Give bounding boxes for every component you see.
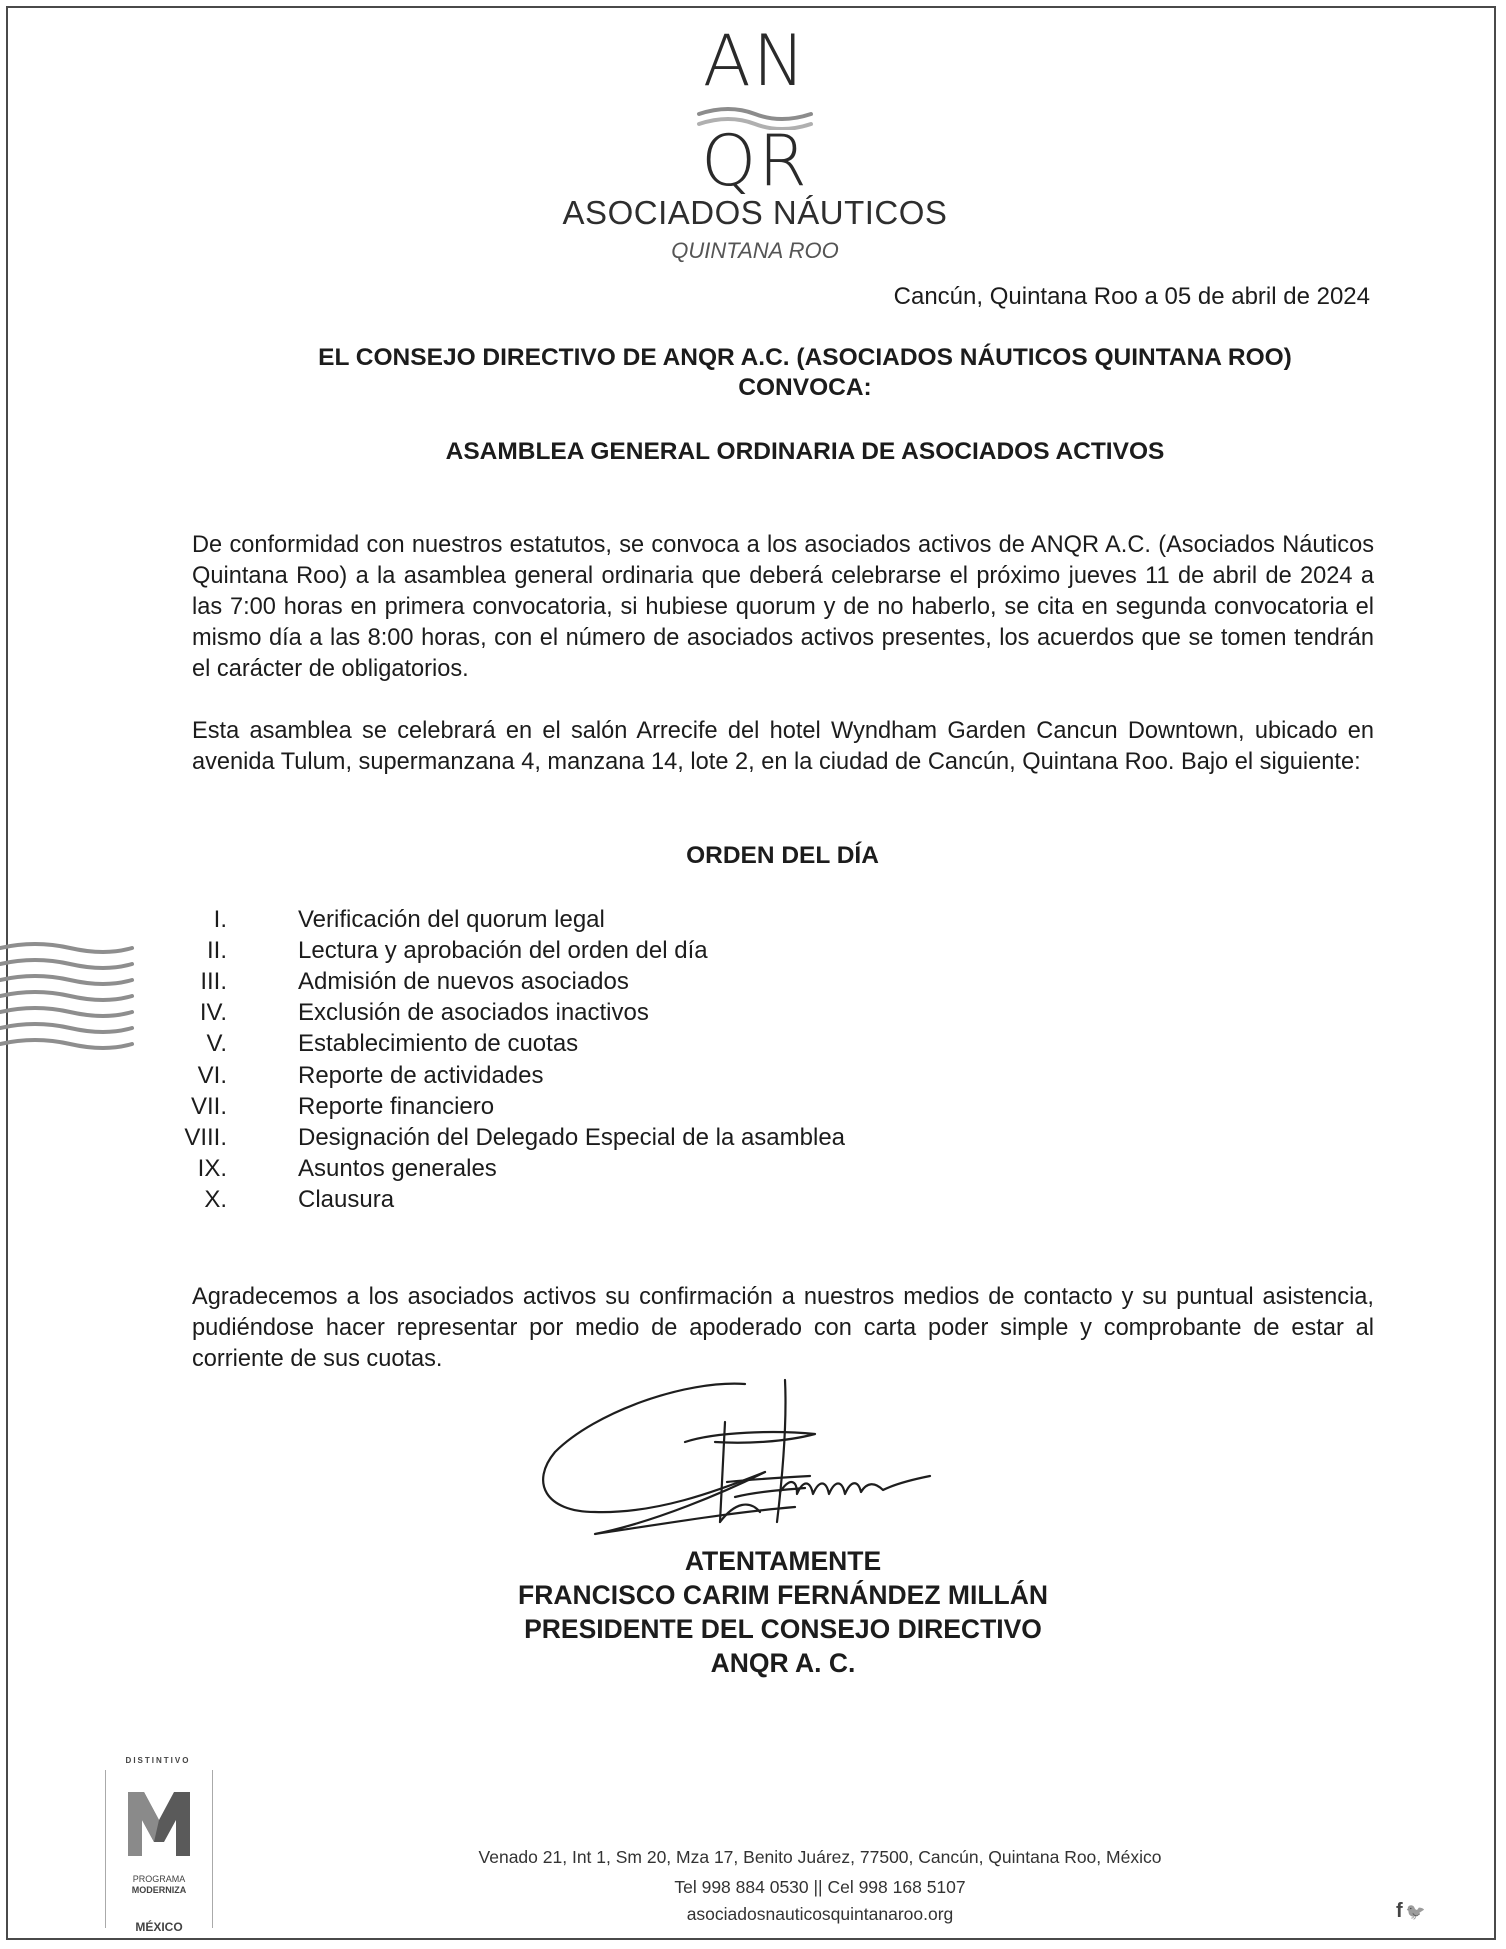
paragraph-agradecimiento: Agradecemos a los asociados activos su confirmación a nuestros medios de contacto y su puntual asistencia, pudiéndose hacer representar por medio de apoderado con carta poder simple y comprobante de estar al corriente de sus cuotas. [192, 1284, 1374, 1372]
agenda-item-number: X. [204, 1186, 227, 1214]
agenda-item-text: Exclusión de asociados inactivos [298, 999, 649, 1027]
seal-box [105, 1770, 213, 1934]
facebook-icon[interactable]: f [1396, 1900, 1403, 1922]
footer-phones: Tel 998 884 0530 || Cel 998 168 5107 [674, 1877, 966, 1897]
closing-salutation: ATENTAMENTE [684, 1546, 882, 1576]
agenda-item [150, 904, 845, 935]
agenda-list [150, 904, 845, 1216]
agenda-item [150, 1091, 845, 1122]
agenda-item [150, 1029, 845, 1060]
logo-name: ASOCIADOS NÁUTICOS [562, 194, 948, 231]
agenda-item [150, 998, 845, 1029]
paragraph-lugar: Esta asamblea se celebrará en el salón Arrecife del hotel Wyndham Garden Cancun Downtown, ubicado en avenida Tulum, supermanzana 4, manzana 14, lote 2, en la ciudad de Cancún, Quintana Roo. Bajo el siguiente: [192, 718, 1374, 775]
seal-m-icon [126, 1790, 192, 1858]
side-waves-decoration [0, 940, 140, 1050]
twitter-icon[interactable]: 🐦 [1405, 1904, 1426, 1921]
anqr-logo [545, 22, 965, 272]
seal-country: MÉXICO [135, 1920, 183, 1934]
signer-name: FRANCISCO CARIM FERNÁNDEZ MILLÁN [518, 1580, 1048, 1610]
logo-mark-bottom: QR [701, 120, 809, 202]
agenda-item-number: VIII. [184, 1123, 227, 1151]
agenda-item-text: Verificación del quorum legal [298, 905, 605, 933]
organization-name: ANQR A. C. [710, 1648, 856, 1678]
agenda-item-number: VI. [197, 1061, 227, 1089]
agenda-item-number: IX. [197, 1155, 227, 1183]
agenda-item-text: Clausura [298, 1186, 395, 1214]
agenda-item [150, 1122, 845, 1153]
footer-website[interactable]: asociadosnauticosquintanaroo.org [686, 1904, 954, 1924]
agenda-item-text: Reporte de actividades [298, 1061, 544, 1089]
seal-top-label: DISTINTIVO [125, 1756, 191, 1765]
heading-convoca: CONVOCA: [738, 374, 872, 401]
agenda-item-number: IV. [199, 999, 227, 1027]
agenda-item-number: V. [206, 1030, 227, 1058]
agenda-item-number: I. [213, 905, 227, 933]
agenda-item-number: III. [200, 967, 227, 995]
agenda-item-number: VII. [190, 1092, 227, 1120]
agenda-item-text: Asuntos generales [298, 1155, 497, 1183]
agenda-title: ORDEN DEL DÍA [686, 842, 879, 869]
footer-address: Venado 21, Int 1, Sm 20, Mza 17, Benito Juárez, 77500, Cancún, Quintana Roo, México [478, 1847, 1162, 1867]
agenda-item [150, 935, 845, 966]
agenda-item [150, 1060, 845, 1091]
signer-title: PRESIDENTE DEL CONSEJO DIRECTIVO [524, 1614, 1042, 1644]
distintivo-m-seal [98, 1756, 218, 1936]
seal-program-line1: PROGRAMA [132, 1874, 186, 1884]
agenda-item-text: Reporte financiero [298, 1092, 495, 1120]
heading-council: EL CONSEJO DIRECTIVO DE ANQR A.C. (ASOCIADOS NÁUTICOS QUINTANA ROO) [318, 344, 1292, 371]
agenda-item [150, 1154, 845, 1185]
agenda-item-text: Establecimiento de cuotas [298, 1030, 579, 1058]
social-links [1396, 1900, 1429, 1923]
signature-image [535, 1372, 965, 1552]
logo-subtitle: QUINTANA ROO [671, 238, 839, 263]
date-line: Cancún, Quintana Roo a 05 de abril de 2024 [893, 283, 1370, 310]
agenda-item-text: Lectura y aprobación del orden del día [298, 936, 708, 964]
agenda-item-number: II. [206, 936, 227, 964]
agenda-item-text: Admisión de nuevos asociados [298, 967, 629, 995]
seal-program-line2: MODERNIZA [131, 1885, 187, 1895]
heading-assembly: ASAMBLEA GENERAL ORDINARIA DE ASOCIADOS ACTIVOS [445, 438, 1165, 465]
logo-mark-top: AN [702, 20, 808, 102]
agenda-item-text: Designación del Delegado Especial de la asamblea [298, 1123, 846, 1151]
paragraph-convocatoria: De conformidad con nuestros estatutos, se convoca a los asociados activos de ANQR A.C. (Asociados Náuticos Quintana Roo) a la asamblea general ordinaria que deberá celebrarse el próximo jueves 11 de abril de 2024 a las 7:00 horas en primera convocatoria, si hubiese quorum y de no haberlo, se cita en segunda convocatoria el mismo día a las 8:00 horas, con el número de asociados activos presentes, los acuerdos que se tomen tendrán el carácter de obligatorios. [192, 532, 1374, 682]
seal-program [106, 1874, 212, 1896]
agenda-item [150, 966, 845, 997]
agenda-item [150, 1185, 845, 1216]
